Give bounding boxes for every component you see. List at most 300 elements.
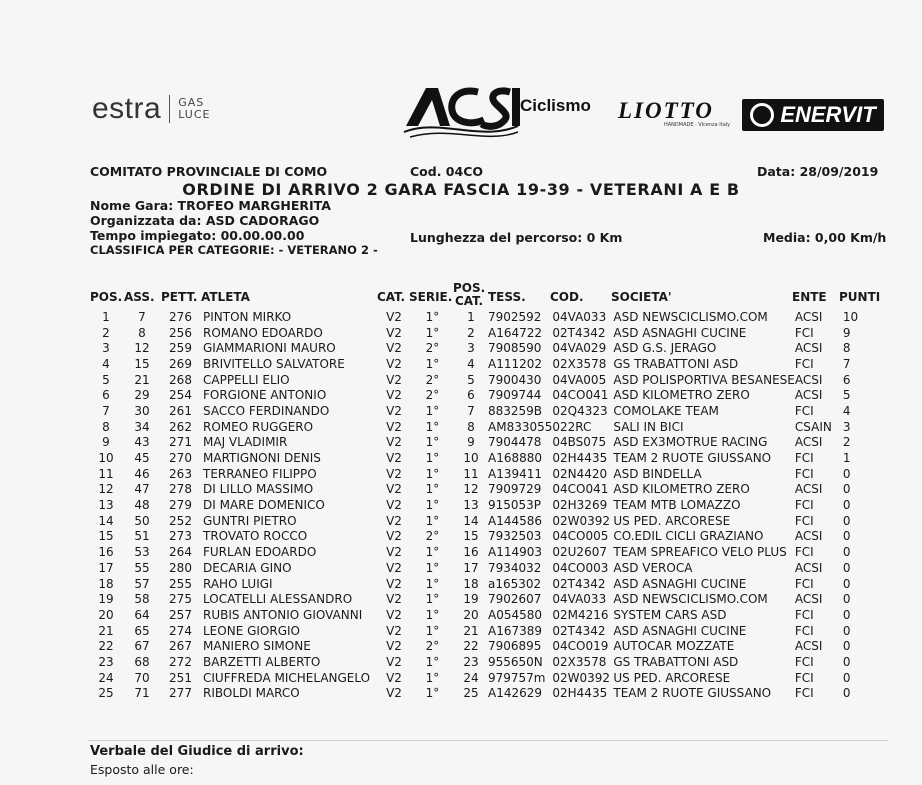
cell-ass: 57 (134, 576, 150, 591)
cell-societa: US PED. ARCORESE (613, 513, 731, 528)
race-name: Nome Gara: TROFEO MARGHERITA (90, 198, 331, 213)
cell-cod: 02H4435 (552, 686, 608, 701)
cell-tess: A114903 (488, 545, 543, 560)
cell-atleta: GIAMMARIONI MAURO (203, 341, 336, 356)
cell-atleta: ROMEO RUGGERO (203, 419, 314, 434)
cell-cod: 04VA005 (552, 372, 607, 387)
table-row (88, 654, 883, 670)
cell-societa: ASD VEROCA (613, 560, 693, 575)
cell-serie: 1° (425, 309, 440, 324)
cell-ass: 15 (134, 356, 150, 371)
cell-poscat: 16 (463, 545, 479, 560)
cell-punti: 5 (842, 388, 851, 403)
cell-serie: 1° (425, 451, 440, 466)
cell-ente: ACSI (794, 372, 823, 387)
cell-cat: V2 (386, 341, 402, 356)
cell-serie: 2° (425, 341, 440, 356)
table-row (88, 686, 883, 702)
cell-pett: 263 (169, 466, 192, 481)
cell-cod: 04VA033 (552, 592, 607, 607)
cell-pett: 254 (169, 388, 192, 403)
cell-atleta: GUNTRI PIETRO (203, 513, 297, 528)
cell-societa: ASD ASNAGHI CUCINE (613, 325, 747, 340)
cell-cat: V2 (386, 372, 402, 387)
cell-pos: 17 (98, 560, 114, 575)
cell-ente: ACSI (794, 388, 823, 403)
cell-cat: V2 (386, 670, 402, 685)
cell-punti: 0 (842, 482, 851, 497)
table-row (88, 623, 883, 639)
cell-punti: 0 (842, 686, 851, 701)
cell-poscat: 24 (463, 670, 479, 685)
cell-pos: 13 (98, 498, 114, 513)
cell-ass: 34 (134, 419, 150, 434)
cell-cat: V2 (386, 403, 402, 418)
cell-serie: 1° (425, 498, 440, 513)
cell-tess: A144586 (488, 513, 543, 528)
cell-serie: 1° (425, 356, 440, 371)
cell-poscat: 4 (467, 356, 475, 371)
cell-poscat: 12 (463, 482, 479, 497)
cell-poscat: 15 (463, 529, 479, 544)
cell-atleta: CIUFFREDA MICHELANGELO (203, 670, 371, 685)
cell-serie: 1° (425, 686, 440, 701)
cell-pett: 280 (169, 560, 192, 575)
cell-poscat: 1 (467, 309, 475, 324)
cell-societa: TEAM 2 RUOTE GIUSSANO (613, 686, 772, 701)
enervit-logo (742, 99, 884, 131)
cell-atleta: TERRANEO FILIPPO (203, 466, 317, 481)
cell-tess: 955650N (488, 654, 543, 669)
cell-ente: FCI (794, 403, 814, 418)
liotto-logo-text: LIOTTO (618, 98, 714, 123)
cell-punti: 0 (842, 466, 851, 481)
cell-cat: V2 (386, 435, 402, 450)
cell-tess: A111202 (488, 356, 543, 371)
cell-serie: 2° (425, 639, 440, 654)
cell-punti: 0 (842, 670, 851, 685)
table-row (88, 482, 883, 498)
cell-pos: 15 (98, 529, 114, 544)
cell-poscat: 7 (467, 403, 475, 418)
cell-ass: 29 (134, 388, 150, 403)
cell-atleta: FORGIONE ANTONIO (203, 388, 327, 403)
cell-pett: 257 (169, 607, 192, 622)
time-used: Tempo impiegato: 00.00.00.00 (90, 228, 305, 243)
cell-pett: 252 (169, 513, 192, 528)
cell-atleta: PINTON MIRKO (203, 309, 292, 324)
cell-societa: ASD NEWSCICLISMO.COM (613, 592, 768, 607)
cell-atleta: DI MARE DOMENICO (203, 498, 325, 513)
cell-cod: 04VA033 (552, 309, 607, 324)
cell-tess: 7934032 (488, 560, 542, 575)
cell-punti: 9 (842, 325, 851, 340)
cell-societa: ASD G.S. JERAGO (613, 341, 717, 356)
cell-punti: 0 (842, 498, 851, 513)
committee-label: COMITATO PROVINCIALE DI COMO (90, 164, 328, 179)
cell-ass: 47 (134, 482, 150, 497)
col-ente: ENTE (792, 290, 827, 304)
cell-ente: CSAIN (794, 419, 832, 434)
acsi-logo-text: Ciclismo (520, 96, 591, 115)
cell-poscat: 21 (463, 623, 479, 638)
average-speed: Media: 0,00 Km/h (763, 230, 887, 245)
cell-punti: 0 (842, 592, 851, 607)
cell-tess: a165302 (488, 576, 542, 591)
cell-ente: ACSI (794, 639, 823, 654)
cell-pos: 24 (98, 670, 114, 685)
cell-societa: SALI IN BICI (613, 419, 684, 434)
cell-pett: 255 (169, 576, 192, 591)
cell-ass: 30 (134, 403, 150, 418)
cell-societa: ASD KILOMETRO ZERO (613, 388, 750, 403)
col-cod: COD. (550, 290, 584, 304)
cell-ente: FCI (794, 498, 814, 513)
cell-cat: V2 (386, 451, 402, 466)
cell-pos: 6 (102, 388, 110, 403)
cell-ass: 7 (138, 309, 146, 324)
cell-ente: ACSI (794, 435, 823, 450)
cell-pos: 20 (98, 607, 114, 622)
cell-cod: 04CO003 (552, 560, 609, 575)
cell-tess: A139411 (488, 466, 543, 481)
cell-punti: 7 (842, 356, 851, 371)
cell-punti: 0 (842, 513, 851, 528)
cell-cat: V2 (386, 466, 402, 481)
cell-tess: 883259B (488, 403, 543, 418)
cell-serie: 1° (425, 482, 440, 497)
enervit-ring-icon (750, 103, 774, 127)
cell-pett: 268 (169, 372, 192, 387)
cell-punti: 0 (842, 529, 851, 544)
table-row (88, 638, 883, 654)
cell-tess: A168880 (488, 451, 543, 466)
cell-poscat: 13 (463, 498, 479, 513)
cell-atleta: LOCATELLI ALESSANDRO (203, 592, 353, 607)
cell-societa: GS TRABATTONI ASD (613, 356, 739, 371)
cell-atleta: FURLAN EDOARDO (203, 545, 317, 560)
cell-societa: GS TRABATTONI ASD (613, 654, 739, 669)
cell-pos: 9 (102, 435, 110, 450)
enervit-logo-text: ENERVIT (780, 102, 876, 127)
cell-societa: ASD BINDELLA (613, 466, 702, 481)
estra-sub-gas: GAS (178, 96, 205, 109)
table-row (88, 340, 883, 356)
cell-pos: 14 (98, 513, 114, 528)
cell-cat: V2 (386, 529, 402, 544)
cell-tess: 7900430 (488, 372, 542, 387)
code-label: Cod. 04CO (410, 164, 484, 179)
cell-ass: 65 (134, 623, 150, 638)
cell-pos: 12 (98, 482, 114, 497)
table-row (88, 403, 883, 419)
cell-societa: ASD KILOMETRO ZERO (613, 482, 750, 497)
cell-ente: FCI (794, 576, 814, 591)
cell-ass: 71 (134, 686, 150, 701)
cell-cod: 02T4342 (552, 325, 606, 340)
cell-pos: 25 (98, 686, 114, 701)
cell-cod: 04CO041 (552, 482, 609, 497)
verbale-label: Verbale del Giudice di arrivo: (90, 744, 304, 759)
table-row (88, 607, 883, 623)
cell-cat: V2 (386, 482, 402, 497)
classification: CLASSIFICA PER CATEGORIE: - VETERANO 2 - (90, 243, 378, 257)
table-row (88, 309, 883, 325)
table-row (88, 544, 883, 560)
cell-pos: 1 (102, 309, 110, 324)
cell-cod: 02T4342 (552, 576, 606, 591)
esposto-label: Esposto alle ore: (90, 762, 194, 777)
cell-tess: 7932503 (488, 529, 542, 544)
cell-ass: 53 (134, 545, 150, 560)
cell-serie: 1° (425, 576, 440, 591)
cell-tess: 7909744 (488, 388, 542, 403)
cell-ente: ACSI (794, 592, 823, 607)
cell-ente: FCI (794, 451, 814, 466)
cell-atleta: ROMANO EDOARDO (203, 325, 323, 340)
cell-serie: 1° (425, 560, 440, 575)
cell-poscat: 9 (467, 435, 475, 450)
cell-ente: ACSI (794, 341, 823, 356)
cell-poscat: 23 (463, 654, 479, 669)
col-pett: PETT. (161, 290, 198, 304)
cell-ass: 68 (134, 654, 150, 669)
cell-societa: ASD ASNAGHI CUCINE (613, 623, 747, 638)
cell-cat: V2 (386, 545, 402, 560)
cell-cod: 02H3269 (552, 498, 608, 513)
cell-societa: US PED. ARCORESE (613, 670, 731, 685)
cell-ass: 12 (134, 341, 150, 356)
cell-atleta: MAJ VLADIMIR (203, 435, 288, 450)
cell-atleta: DI LILLO MASSIMO (203, 482, 314, 497)
estra-sub-luce: LUCE (178, 108, 211, 121)
cell-serie: 2° (425, 529, 440, 544)
estra-logo (92, 92, 210, 126)
cell-cod: 02U2607 (552, 545, 607, 560)
cell-cat: V2 (386, 388, 402, 403)
cell-cat: V2 (386, 607, 402, 622)
cell-serie: 1° (425, 419, 440, 434)
cell-atleta: TROVATO ROCCO (203, 529, 308, 544)
col-atleta: ATLETA (201, 290, 250, 304)
cell-pett: 270 (169, 451, 192, 466)
cell-ente: FCI (794, 670, 814, 685)
cell-pos: 18 (98, 576, 114, 591)
cell-poscat: 20 (463, 607, 479, 622)
cell-ente: ACSI (794, 529, 823, 544)
table-row (88, 497, 883, 513)
cell-serie: 1° (425, 592, 440, 607)
cell-pos: 2 (102, 325, 110, 340)
cell-societa: AUTOCAR MOZZATE (613, 639, 735, 654)
cell-serie: 1° (425, 466, 440, 481)
cell-tess: 7906895 (488, 639, 542, 654)
cell-ass: 21 (134, 372, 150, 387)
cell-tess: A142629 (488, 686, 543, 701)
cell-tess: 7909729 (488, 482, 542, 497)
cell-ass: 50 (134, 513, 150, 528)
table-row (88, 450, 883, 466)
results-table (88, 309, 883, 701)
cell-tess: 7908590 (488, 341, 542, 356)
table-row (88, 435, 883, 451)
cell-cat: V2 (386, 686, 402, 701)
table-row (88, 325, 883, 341)
cell-serie: 1° (425, 403, 440, 418)
cell-tess: 915053P (488, 498, 542, 513)
cell-cat: V2 (386, 498, 402, 513)
cell-ente: FCI (794, 466, 814, 481)
cell-cat: V2 (386, 576, 402, 591)
cell-cod: 02X3578 (552, 654, 607, 669)
cell-pett: 271 (169, 435, 192, 450)
cell-cat: V2 (386, 513, 402, 528)
table-row (88, 419, 883, 435)
cell-poscat: 25 (463, 686, 479, 701)
cell-pos: 23 (98, 654, 114, 669)
cell-poscat: 19 (463, 592, 479, 607)
cell-ass: 67 (134, 639, 150, 654)
cell-pett: 261 (169, 403, 192, 418)
page-title: ORDINE DI ARRIVO 2 GARA FASCIA 19-39 - VETERANI A E B (182, 180, 740, 199)
cell-poscat: 14 (463, 513, 479, 528)
col-poscat-line1: POS. (453, 281, 486, 295)
cell-atleta: CAPPELLI ELIO (203, 372, 290, 387)
col-pos: POS. (90, 290, 123, 304)
table-row (88, 576, 883, 592)
distance: Lunghezza del percorso: 0 Km (410, 230, 623, 245)
cell-serie: 1° (425, 623, 440, 638)
cell-pett: 276 (169, 309, 192, 324)
cell-cod: 04CO041 (552, 388, 609, 403)
cell-cod: 02X3578 (552, 356, 607, 371)
cell-ente: FCI (794, 623, 814, 638)
cell-societa: COMOLAKE TEAM (613, 403, 719, 418)
estra-logo-divider (169, 95, 170, 123)
cell-ass: 55 (134, 560, 150, 575)
cell-ente: ACSI (794, 560, 823, 575)
cell-serie: 1° (425, 325, 440, 340)
cell-societa: SYSTEM CARS ASD (613, 607, 727, 622)
table-row (88, 387, 883, 403)
cell-ente: FCI (794, 325, 814, 340)
table-row (88, 529, 883, 545)
cell-ass: 45 (134, 451, 150, 466)
cell-punti: 10 (842, 309, 859, 324)
liotto-logo-tagline: HANDMADE · Vicenza Italy (664, 122, 731, 128)
cell-serie: 1° (425, 513, 440, 528)
cell-ente: FCI (794, 654, 814, 669)
cell-punti: 3 (842, 419, 851, 434)
table-row (88, 591, 883, 607)
cell-tess: A167389 (488, 623, 543, 638)
cell-atleta: LEONE GIORGIO (203, 623, 300, 638)
cell-pos: 10 (98, 451, 114, 466)
cell-punti: 1 (842, 451, 851, 466)
cell-tess: 7904478 (488, 435, 542, 450)
col-tess: TESS. (488, 290, 526, 304)
col-punti: PUNTI (839, 290, 881, 304)
cell-atleta: MARTIGNONI DENIS (203, 451, 321, 466)
table-row (88, 372, 883, 388)
cell-pett: 274 (169, 623, 192, 638)
cell-pett: 264 (169, 545, 192, 560)
cell-ente: FCI (794, 686, 814, 701)
cell-poscat: 10 (463, 451, 479, 466)
cell-pos: 19 (98, 592, 114, 607)
cell-pos: 16 (98, 545, 114, 560)
cell-tess: AM833055 (488, 419, 553, 434)
cell-punti: 0 (842, 639, 851, 654)
cell-poscat: 5 (467, 372, 475, 387)
cell-tess: 7902607 (488, 592, 542, 607)
cell-punti: 4 (842, 403, 851, 418)
cell-punti: 0 (842, 654, 851, 669)
col-poscat-line2: CAT. (454, 294, 484, 308)
cell-atleta: RIBOLDI MARCO (203, 686, 300, 701)
cell-poscat: 18 (463, 576, 479, 591)
cell-tess: 7902592 (488, 309, 542, 324)
cell-ass: 8 (138, 325, 146, 340)
col-poscat (453, 282, 485, 308)
cell-societa: TEAM 2 RUOTE GIUSSANO (613, 451, 772, 466)
cell-cod: 02T4342 (552, 623, 606, 638)
cell-pos: 3 (102, 341, 110, 356)
cell-serie: 1° (425, 654, 440, 669)
cell-cat: V2 (386, 309, 402, 324)
table-row (88, 670, 883, 686)
cell-ass: 70 (134, 670, 150, 685)
cell-serie: 2° (425, 372, 440, 387)
cell-cod: 02N4420 (552, 466, 608, 481)
cell-cat: V2 (386, 654, 402, 669)
table-row (88, 513, 883, 529)
cell-cat: V2 (386, 325, 402, 340)
cell-ente: ACSI (794, 309, 823, 324)
cell-ente: FCI (794, 356, 814, 371)
cell-tess: A054580 (488, 607, 543, 622)
cell-ass: 51 (134, 529, 150, 544)
cell-pos: 5 (102, 372, 110, 387)
cell-pos: 8 (102, 419, 110, 434)
cell-poscat: 17 (463, 560, 479, 575)
cell-cat: V2 (386, 623, 402, 638)
cell-punti: 0 (842, 607, 851, 622)
cell-cod: 02W0392 (552, 670, 611, 685)
cell-atleta: BARZETTI ALBERTO (203, 654, 321, 669)
cell-pett: 269 (169, 356, 192, 371)
results-body (88, 309, 883, 701)
cell-ente: FCI (794, 607, 814, 622)
cell-tess: A164722 (488, 325, 543, 340)
cell-serie: 1° (425, 607, 440, 622)
cell-ass: 64 (134, 607, 150, 622)
cell-ass: 48 (134, 498, 150, 513)
cell-pos: 7 (102, 403, 110, 418)
cell-societa: TEAM SPREAFICO VELO PLUS (613, 545, 787, 560)
cell-pos: 11 (98, 466, 114, 481)
col-ass: ASS. (124, 290, 155, 304)
cell-atleta: BRIVITELLO SALVATORE (203, 356, 345, 371)
cell-atleta: SACCO FERDINANDO (203, 403, 330, 418)
estra-logo-subtext (178, 97, 210, 121)
cell-pett: 278 (169, 482, 192, 497)
cell-cod: 04CO019 (552, 639, 609, 654)
table-row (88, 466, 883, 482)
cell-ente: ACSI (794, 482, 823, 497)
cell-ass: 58 (134, 592, 150, 607)
date-label: Data: 28/09/2019 (757, 164, 879, 179)
